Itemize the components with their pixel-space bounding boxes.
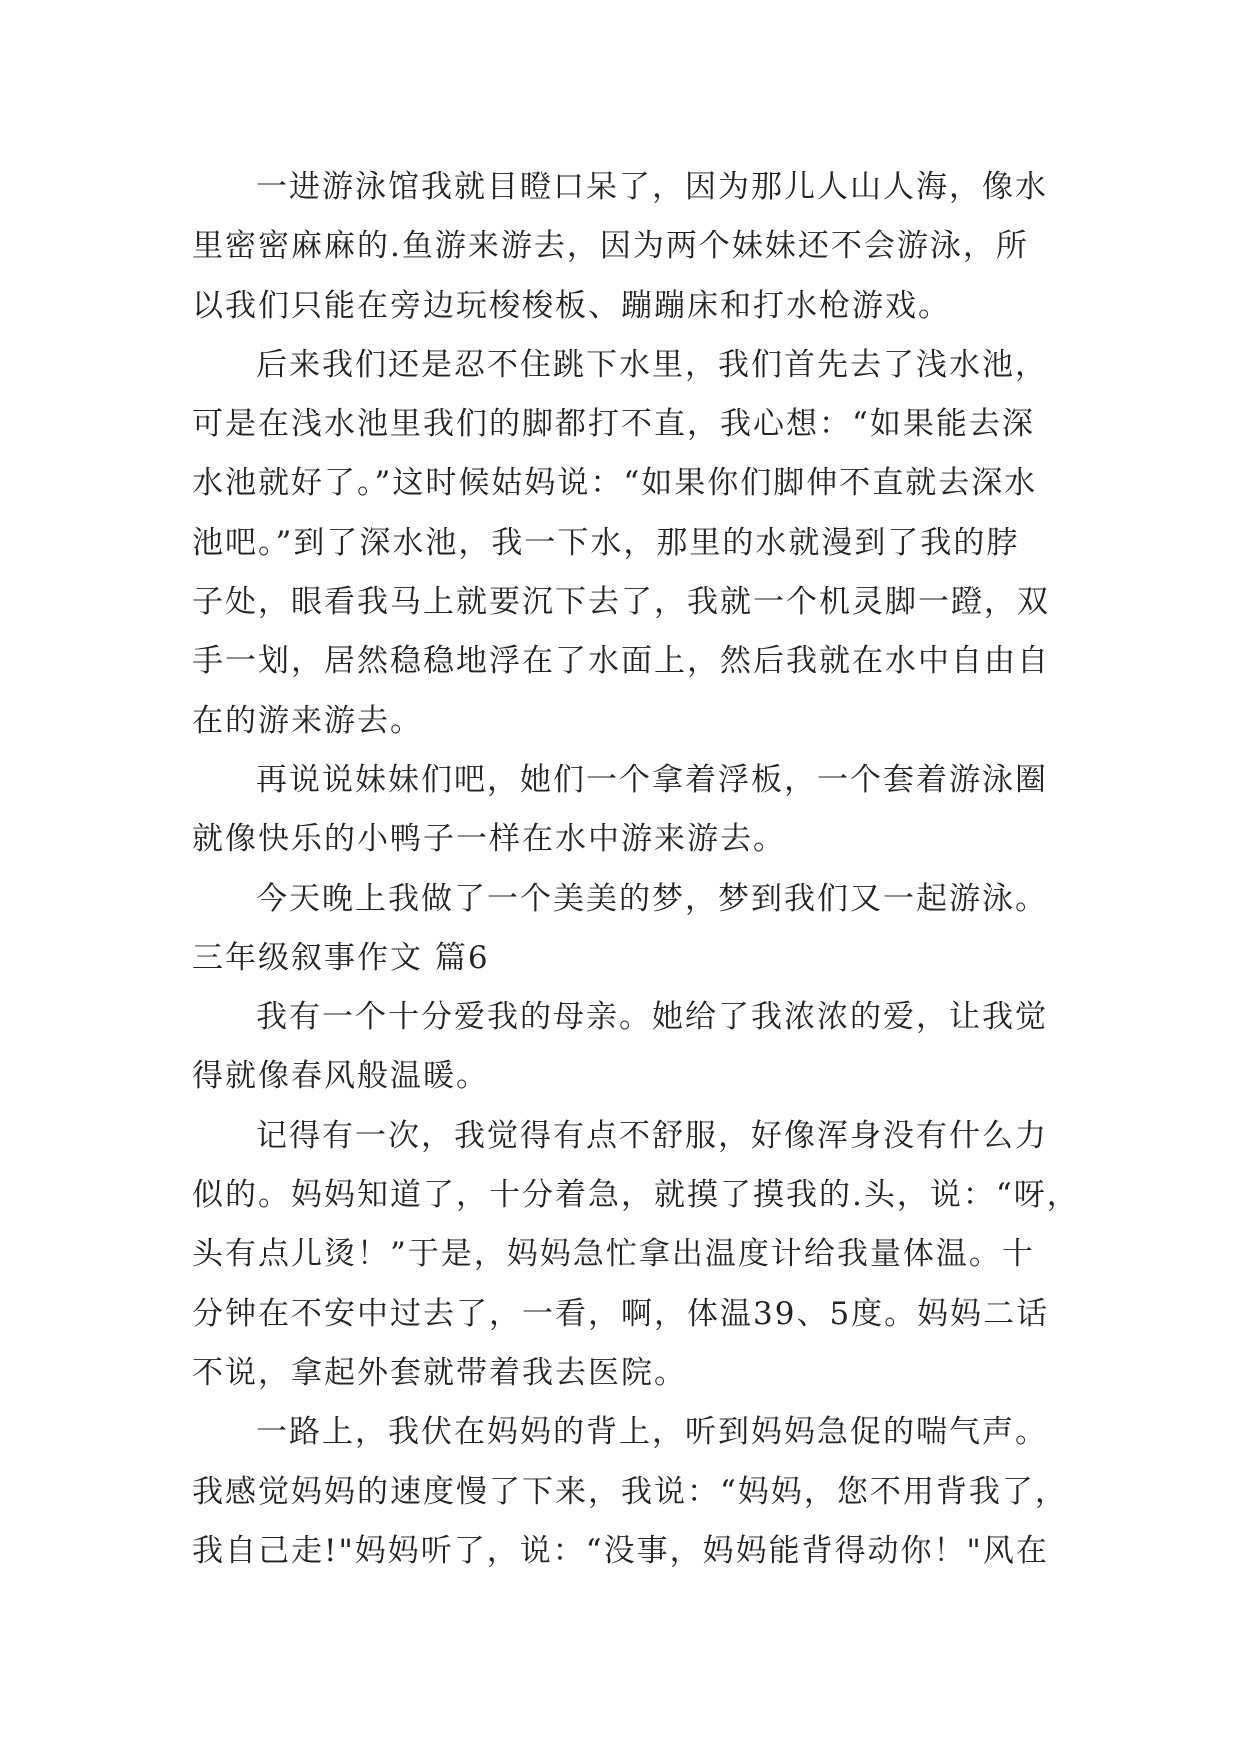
text-line: 子处，眼看我马上就要沉下去了，我就一个机灵脚一蹬，双 [192,584,1050,621]
text-line: 后来我们还是忍不住跳下水里，我们首先去了浅水池， [256,346,1048,383]
text-line: 我有一个十分爱我的母亲。她给了我浓浓的爱，让我觉 [256,999,1048,1036]
text-line: 一进游泳馆我就目瞪口呆了，因为那儿人山人海，像水 [256,169,1048,205]
text-line: 得就像春风般温暖。 [192,1058,489,1095]
text-line: 以我们只能在旁边玩梭梭板、蹦蹦床和打水枪游戏。 [192,287,951,324]
text-line: 今天晚上我做了一个美美的梦，梦到我们又一起游泳。 [256,880,1048,917]
text-line: 似的。妈妈知道了，十分着急，就摸了摸我的.头，说：“呀， [192,1177,1080,1214]
text-line: 池吧。”到了深水池，我一下水，那里的水就漫到了我的脖 [192,524,1020,561]
text-line: 手一划，居然稳稳地浮在了水面上，然后我就在水中自由自 [192,643,1050,680]
text-line: 水池就好了。”这时候姑妈说：“如果你们脚伸不直就去深水 [192,465,1038,502]
text-line: 我感觉妈妈的速度慢了下来，我说：“妈妈，您不用背我了， [192,1473,1068,1510]
text-line: 在的游来游去。 [192,702,423,739]
text-line: 头有点儿烫！”于是，妈妈急忙拿出温度计给我量体温。十 [192,1236,1035,1273]
text-line: 不说，拿起外套就带着我去医院。 [192,1354,687,1391]
text-line: 再说说妹妹们吧，她们一个拿着浮板，一个套着游泳圈 [256,761,1048,798]
text-line: 就像快乐的小鸭子一样在水中游来游去。 [192,821,786,858]
text-line: 里密密麻麻的.鱼游来游去，因为两个妹妹还不会游泳，所 [192,228,1029,265]
text-line: 记得有一次，我觉得有点不舒服，好像浑身没有什么力 [256,1117,1048,1154]
text-line: 我自己走!"妈妈听了，说：“没事，妈妈能背得动你！"风在 [192,1532,1049,1569]
text-line: 三年级叙事作文 篇6 [192,939,490,976]
essay-body [192,158,1080,1581]
text-line: 可是在浅水池里我们的脚都打不直，我心想：“如果能去深 [192,406,1035,443]
text-line: 一路上，我伏在妈妈的背上，听到妈妈急促的喘气声。 [256,1414,1048,1451]
text-line: 分钟在不安中过去了，一看，啊，体温39、5度。妈妈二话 [192,1295,1050,1332]
